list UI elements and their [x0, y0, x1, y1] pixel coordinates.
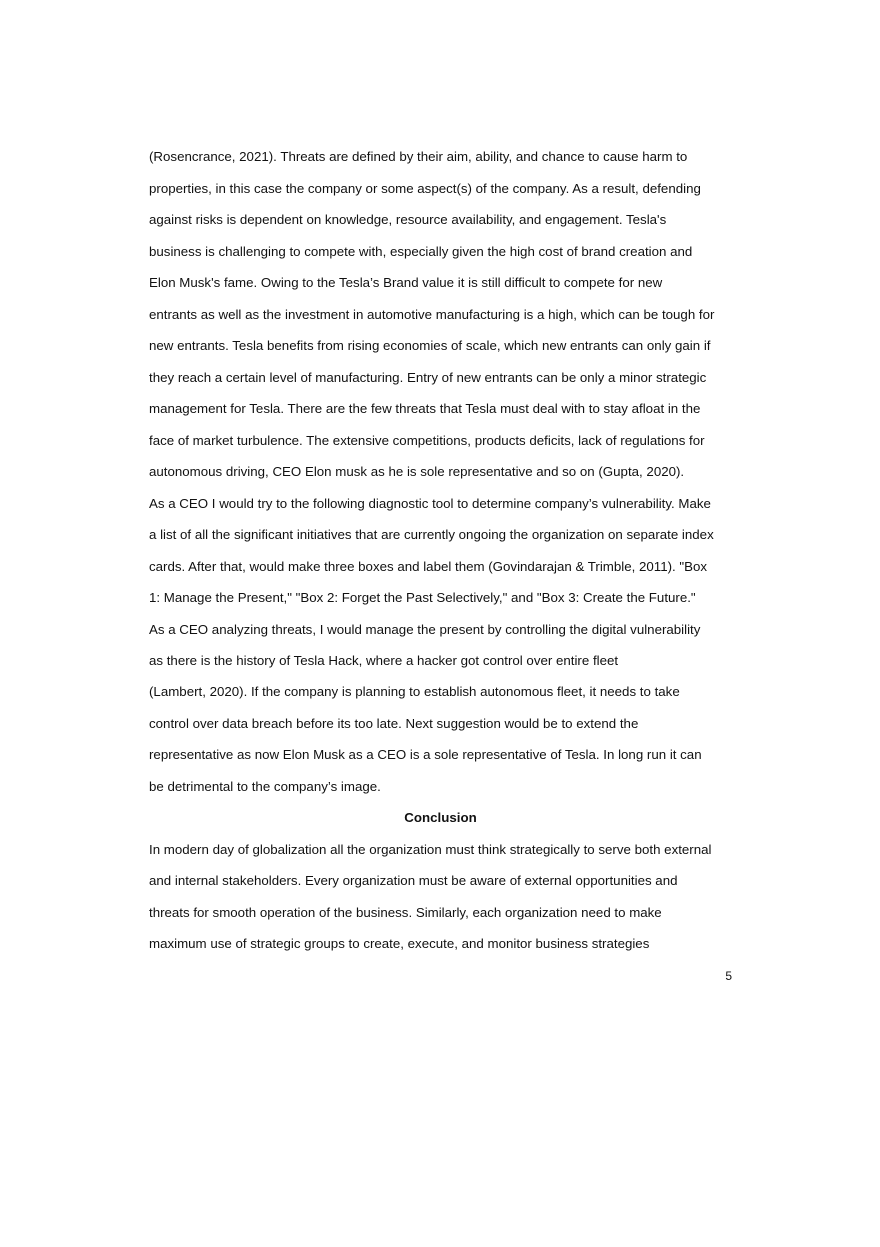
text-line: autonomous driving, CEO Elon musk as he is sole representative and so on (Gupta, 2020). — [149, 464, 685, 479]
text-line: business is challenging to compete with, especially given the high cost of brand creation and — [149, 244, 693, 259]
text-line: maximum use of strategic groups to create, execute, and monitor business strategies — [149, 936, 650, 951]
text-line: As a CEO analyzing threats, I would manage the present by controlling the digital vulnerability — [149, 622, 701, 637]
text-line: new entrants. Tesla benefits from rising economies of scale, which new entrants can only gain if — [149, 338, 711, 353]
text-line: 1: Manage the Present," "Box 2: Forget the Past Selectively," and "Box 3: Create the Future." — [149, 590, 696, 605]
section-heading-conclusion: Conclusion — [404, 810, 477, 825]
text-line: cards. After that, would make three boxes and label them (Govindarajan & Trimble, 2011). "Box — [149, 559, 708, 574]
text-line: threats for smooth operation of the business. Similarly, each organization need to make — [149, 905, 662, 920]
text-line: against risks is dependent on knowledge, resource availability, and engagement. Tesla's — [149, 212, 667, 227]
text-line: Elon Musk's fame. Owing to the Tesla’s Brand value it is still difficult to compete for new — [149, 275, 663, 290]
text-line: (Rosencrance, 2021). Threats are defined by their aim, ability, and chance to cause harm to — [149, 149, 688, 164]
text-line: As a CEO I would try to the following diagnostic tool to determine company’s vulnerability. Make — [149, 496, 711, 511]
page-number: 5 — [725, 969, 732, 983]
text-line: properties, in this case the company or some aspect(s) of the company. As a result, defending — [149, 181, 701, 196]
text-line: entrants as well as the investment in automotive manufacturing is a high, which can be tough for — [149, 307, 715, 322]
text-line: (Lambert, 2020). If the company is planning to establish autonomous fleet, it needs to take — [149, 684, 680, 699]
text-line: In modern day of globalization all the organization must think strategically to serve both external — [149, 842, 712, 857]
text-line: they reach a certain level of manufacturing. Entry of new entrants can be only a minor strategic — [149, 370, 707, 385]
text-line: face of market turbulence. The extensive competitions, products deficits, lack of regulations for — [149, 433, 705, 448]
text-line: as there is the history of Tesla Hack, where a hacker got control over entire fleet — [149, 653, 619, 668]
text-line: be detrimental to the company’s image. — [149, 779, 381, 794]
text-line: representative as now Elon Musk as a CEO is a sole representative of Tesla. In long run it can — [149, 747, 702, 762]
text-line: a list of all the significant initiatives that are currently ongoing the organization on separate index — [149, 527, 714, 542]
text-line: control over data breach before its too late. Next suggestion would be to extend the — [149, 716, 639, 731]
text-line: management for Tesla. There are the few threats that Tesla must deal with to stay afloat in the — [149, 401, 701, 416]
text-line: and internal stakeholders. Every organization must be aware of external opportunities and — [149, 873, 678, 888]
